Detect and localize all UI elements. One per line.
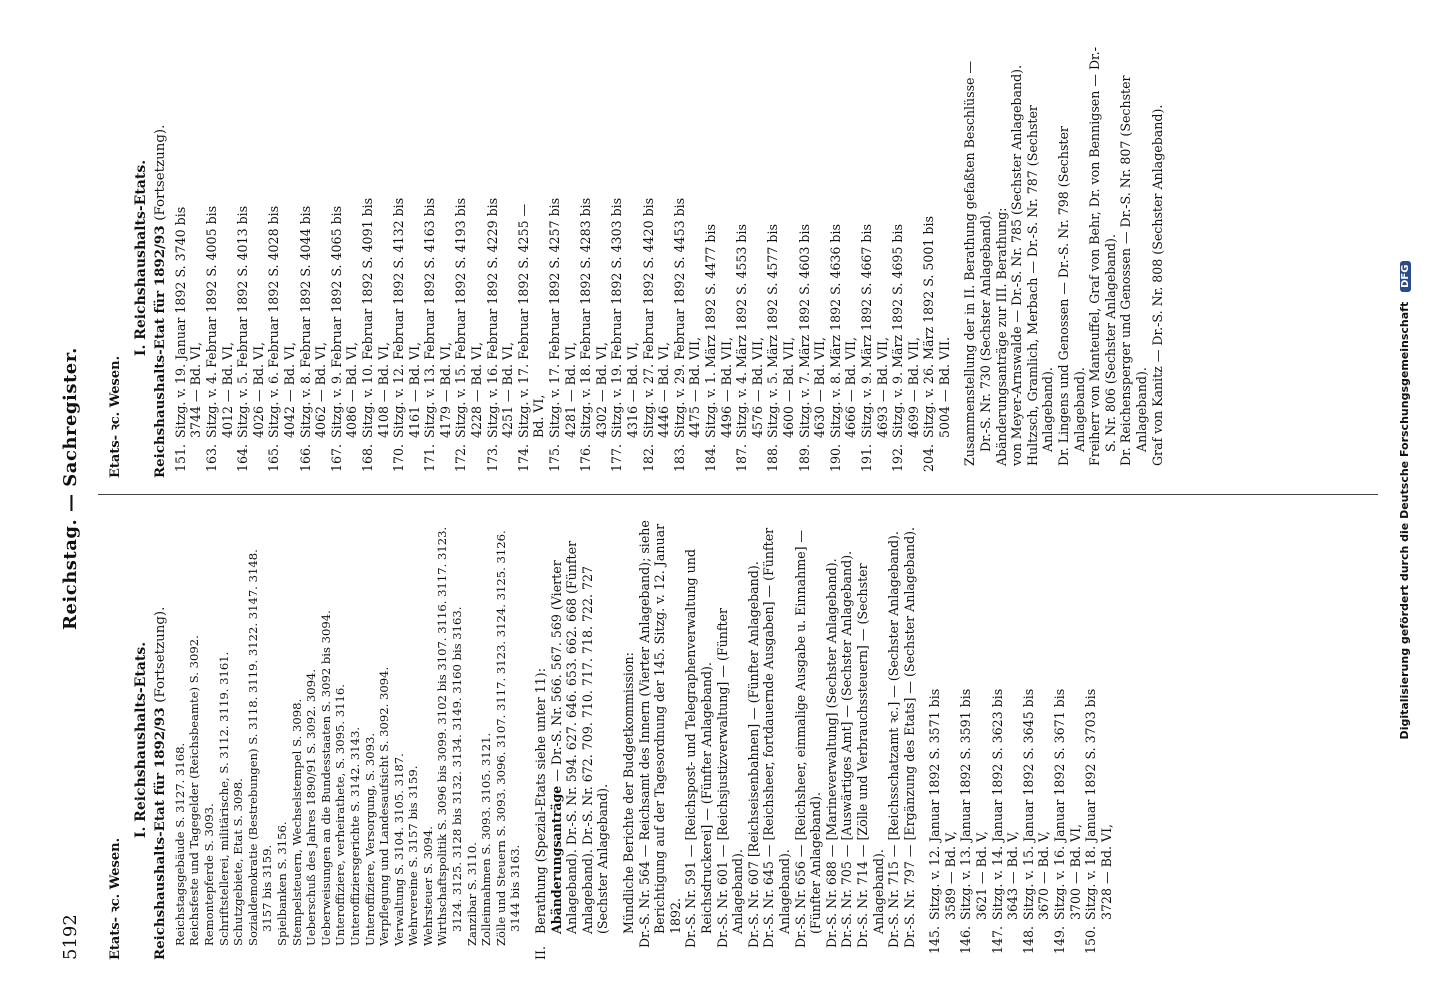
list-item: Verwaltung S. 3104. 3105. 3187.: [391, 753, 406, 946]
sitting-entry: [516, 38, 547, 478]
sitting-number: 184.: [702, 444, 718, 473]
report-item: Dr.-S. Nr. 645 — [Reichsheer, fortdauernde Ausgaben] — (Fünfter Anlageband).: [761, 527, 792, 948]
sitting-line2: 4108 — Bd. VI,: [375, 341, 391, 438]
sitting-number: 168.: [359, 444, 375, 473]
list-item: Zolleinnahmen S. 3093. 3105. 3121.: [479, 732, 494, 946]
sitting-number: 187.: [734, 444, 750, 473]
sitting-entry: [797, 38, 828, 478]
report-item: Dr.-S. Nr. 797 — [Ergänzung des Etats] — (Sechster Anlageband).: [901, 526, 917, 948]
sitting-number: 182.: [640, 444, 656, 473]
sitting-line1: Sitzg. v. 18. Januar 1892 S. 3703 bis: [1083, 688, 1099, 920]
sitting-entry: [765, 38, 796, 478]
sitting-entry: [235, 38, 266, 478]
sitting-line1: Sitzg. v. 10. Februar 1892 S. 4091 bis: [359, 197, 375, 438]
sitting-text: [990, 520, 1021, 920]
sitting-line2: 4446 — Bd. VI,: [656, 341, 672, 438]
left-column-header: Etats- ꝛc. Wesen.: [108, 837, 123, 960]
sitting-text: [734, 38, 765, 438]
report-item: Dr.-S. Nr. 656 — [Reichsheer, einmalige Ausgabe u. Einnahme] — (Fünfter Anlageband).: [792, 529, 824, 948]
report-item: Dr.-S. Nr. 601 — [Reichsjustizverwaltung] — (Fünfter Anlageband).: [714, 607, 746, 948]
sitting-line1: Sitzg. v. 27. Februar 1892 S. 4420 bis: [640, 197, 656, 438]
sitting-text: [360, 38, 391, 438]
sitting-text: [578, 38, 609, 438]
sitting-line1: Sitzg. v. 9. März 1892 S. 4667 bis: [858, 224, 874, 438]
list-item: Ueberschuß des Jahres 1890/91 S. 3092. 3094.: [304, 668, 319, 946]
sitting-entry: [958, 520, 989, 960]
sitting-line1: Sitzg. v. 16. Februar 1892 S. 4229 bis: [484, 197, 500, 438]
sitting-line2: 4576 — Bd. VII,: [749, 336, 765, 438]
amendments-label: Abänderungsanträge: [548, 785, 564, 934]
sitting-line1: Sitzg. v. 4. März 1892 S. 4553 bis: [734, 224, 750, 438]
report-item: Dr.-S. Nr. 715 — [Reichsschatzamt ꝛc.] — (Sechster Anlageband).: [886, 531, 902, 948]
sitting-text: [797, 38, 828, 438]
report-item: Dr.-S. Nr. 591 — [Reichspost- und Telegraphenverwaltung und Reichsdruckerei] — (Fünfter Anlageband).: [683, 549, 714, 948]
sitting-line2: 4161 — Bd. VI,: [406, 341, 422, 438]
list-item: Schutzgebiete, Etat S. 3098.: [231, 778, 246, 946]
sitting-entry: [173, 38, 204, 478]
list-item: Wehrsteuer S. 3094.: [420, 826, 435, 946]
list-item: Stempelsteuern, Wechselstempel S. 3098.: [289, 698, 304, 946]
sitting-entry: [1083, 520, 1114, 960]
part-II-number: II.: [533, 946, 549, 960]
report-item: Dr.-S. Nr. 714 — [Zölle und Verbrauchssteuern] — (Sechster Anlageband).: [854, 563, 886, 948]
sitting-text: [859, 38, 890, 438]
sitting-line1: Sitzg. v. 14. Januar 1892 S. 3623 bis: [989, 688, 1005, 920]
sitting-text: [890, 38, 921, 438]
sitting-line2: 4699 — Bd. VII,: [905, 336, 921, 438]
sitting-entry: [485, 38, 516, 478]
amendment-item: Hultzsch, Gramlich, Merbach — Dr.-S. Nr. 787 (Sechster Anlageband).: [1024, 105, 1056, 466]
sitting-line2: 4042 — Bd. VI,: [281, 341, 297, 438]
sitting-line2: 3670 — Bd. V,: [1036, 831, 1052, 920]
sitting-line2: Bd. VI,: [531, 394, 547, 438]
sitting-number: 176.: [578, 444, 594, 473]
sitting-line2: 4475 — Bd. VII,: [687, 336, 703, 438]
sitting-text: [235, 38, 266, 438]
list-item: Unteroffiziersgerichte S. 3142. 3143.: [347, 726, 362, 946]
left-section-title: I. Reichshaushalts-Etats.: [132, 641, 149, 839]
sitting-entry: [921, 38, 952, 478]
sitting-number: 145.: [927, 926, 943, 955]
sitting-number: 163.: [203, 444, 219, 473]
sitting-number: 146.: [958, 926, 974, 955]
left-column: [108, 520, 1114, 960]
right-subsection-title-text: Reichshaushalts-Etat für 1892/93: [152, 225, 169, 478]
sitting-number: 151.: [172, 444, 188, 473]
amendments-III-list: [1009, 38, 1165, 478]
sitting-entry: [890, 38, 921, 478]
sitting-line1: Sitzg. v. 12. Januar 1892 S. 3571 bis: [927, 688, 943, 920]
report-item: Dr.-S. Nr. 564 — Reichsamt des Innern (Vierter Anlageband); siehe Berichtigung auf der Tagesordnung der 145. Sitzg. v. 12. Januar 1892.: [636, 520, 683, 948]
sitting-text: [298, 38, 329, 438]
running-head: [50, 35, 90, 960]
sitting-text: [921, 38, 952, 438]
sitting-line1: Sitzg. v. 1. März 1892 S. 4477 bis: [702, 224, 718, 438]
list-item: Unteroffiziere, verheirathete, S. 3095. 3116.: [333, 684, 348, 946]
part-II-text: Berathung (Spezial-Etats siehe unter 11):: [533, 668, 549, 934]
sitting-entry: [1021, 520, 1052, 960]
sitting-line2: 3589 — Bd. V,: [942, 831, 958, 920]
amendment-item: von Meyer-Arnswalde — Dr.-S. Nr. 785 (Sechster Anlageband).: [1009, 64, 1025, 466]
sitting-number: 171.: [422, 444, 438, 473]
sitting-number: 174.: [515, 444, 531, 473]
sitting-entry: [990, 520, 1021, 960]
report-item: Dr.-S. Nr. 705 — [Auswärtiges Amt] — (Sechster Anlageband).: [839, 550, 855, 948]
sitting-line1: Sitzg. v. 4. Februar 1892 S. 4005 bis: [203, 205, 219, 438]
amendments-III-heading: Abänderungsanträge zur III. Berathung:: [993, 207, 1009, 466]
sitting-line2: 3643 — Bd. V,: [1005, 831, 1021, 920]
sitting-text: [453, 38, 484, 438]
sitting-number: 177.: [609, 444, 625, 473]
part-II-heading: [533, 520, 549, 960]
sitting-text: [828, 38, 859, 438]
sitting-number: 164.: [235, 444, 251, 473]
sitting-number: 172.: [453, 444, 469, 473]
sitting-line1: Sitzg. v. 8. Februar 1892 S. 4044 bis: [297, 205, 313, 438]
list-item: Schriftstellerei, militärische, S. 3112. 3119. 3161.: [216, 651, 231, 946]
sitting-line1: Sitzg. v. 5. März 1892 S. 4577 bis: [765, 224, 781, 438]
sitting-text: [609, 38, 640, 438]
sitting-line1: Sitzg. v. 13. Januar 1892 S. 3591 bis: [958, 688, 974, 920]
sitting-line2: 4179 — Bd. VI,: [437, 341, 453, 438]
digitization-note: [1398, 0, 1411, 1000]
sitting-number: 192.: [890, 444, 906, 473]
sitting-entry: [859, 38, 890, 478]
sitting-line1: Sitzg. v. 13. Februar 1892 S. 4163 bis: [422, 197, 438, 438]
left-subsection-title: [153, 520, 169, 960]
sitting-line2: 3728 — Bd. VI,: [1098, 823, 1114, 920]
sitting-entry: [1052, 520, 1083, 960]
sitting-number: 188.: [765, 444, 781, 473]
sitting-text: [173, 38, 204, 438]
sitting-line2: 4281 — Bd. VI,: [562, 341, 578, 438]
sitting-text: [266, 38, 297, 438]
sitting-text: [422, 38, 453, 438]
list-item: Wehrvereine S. 3157 bis 3159.: [406, 765, 421, 946]
page-content: [50, 35, 1370, 960]
sitting-line2: 4251 — Bd. VI,: [500, 341, 516, 438]
sitting-entry: [360, 38, 391, 478]
sitting-line1: Sitzg. v. 29. Februar 1892 S. 4453 bis: [671, 197, 687, 438]
amendment-item: Freiherr von Manteuffel, Graf von Behr, Dr. von Bennigsen — Dr.-S. Nr. 806 (Sechster Anlageband).: [1087, 47, 1118, 466]
sitting-text: [391, 38, 422, 438]
sitting-text: [204, 38, 235, 438]
sitting-text: [1083, 520, 1114, 920]
list-item: Zanzibar S. 3110.: [464, 842, 479, 946]
sitting-line1: Sitzg. v. 17. Februar 1892 S. 4255 —: [515, 203, 531, 438]
sitting-text: [641, 38, 672, 438]
list-item: Spielbanken S. 3156.: [274, 821, 289, 946]
sitting-number: 147.: [989, 926, 1005, 955]
left-subsection-cont: (Fortsetzung).: [153, 606, 169, 703]
sitting-text: [516, 38, 547, 438]
right-sittings-list: [173, 38, 953, 478]
sitting-number: 183.: [671, 444, 687, 473]
dfg-logo: DFG: [1400, 261, 1411, 292]
sitting-number: 148.: [1020, 926, 1036, 955]
sitting-text: [927, 520, 958, 920]
sitting-line1: Sitzg. v. 19. Januar 1892 S. 3740 bis: [172, 206, 188, 438]
sitting-number: 150.: [1083, 926, 1099, 955]
sitting-line1: Sitzg. v. 15. Februar 1892 S. 4193 bis: [453, 197, 469, 438]
sitting-line1: Sitzg. v. 5. Februar 1892 S. 4013 bis: [235, 205, 251, 438]
sitting-line1: Sitzg. v. 12. Februar 1892 S. 4132 bis: [391, 197, 407, 438]
report-item: Dr.-S. Nr. 607 [Reichseisenbahnen] — (Fünfter Anlageband).: [745, 561, 761, 948]
sitting-line2: 3621 — Bd. V,: [974, 831, 990, 920]
left-subsection-title-text: Reichshaushalts-Etat für 1892/93: [152, 707, 169, 960]
page-number: 5192: [60, 914, 81, 960]
amendments: [549, 520, 611, 960]
right-column: [108, 38, 1165, 478]
column-divider: [98, 494, 1378, 495]
sitting-number: 167.: [328, 444, 344, 473]
sitting-entry: [204, 38, 235, 478]
sitting-line1: Sitzg. v. 16. Januar 1892 S. 3671 bis: [1052, 688, 1068, 920]
sitting-line2: 4026 — Bd. VI,: [250, 341, 266, 438]
right-section-title: I. Reichshaushalts-Etats.: [132, 159, 149, 357]
sitting-entry: [578, 38, 609, 478]
list-item: Zölle und Steuern S. 3093. 3096. 3107. 3117. 3123. 3124. 3125. 3126. 3144 bis 3163.: [493, 530, 523, 946]
sitting-line1: Sitzg. v. 6. Februar 1892 S. 4028 bis: [266, 205, 282, 438]
left-sittings-list: [927, 520, 1114, 960]
sitting-entry: [547, 38, 578, 478]
report-item: Dr.-S. Nr. 688 — [Marineverwaltung] (Sechster Anlageband).: [823, 558, 839, 948]
sitting-line1: Sitzg. v. 9. Februar 1892 S. 4065 bis: [328, 205, 344, 438]
sitting-line2: 4062 — Bd. VI,: [313, 341, 329, 438]
right-subsection-cont: (Fortsetzung).: [153, 124, 169, 221]
amendment-item: Graf von Kanitz — Dr.-S. Nr. 808 (Sechster Anlageband).: [1149, 104, 1165, 466]
sitting-entry: [391, 38, 422, 478]
list-item: Ueberweisungen an die Bundesstaaten S. 3092 bis 3094.: [318, 610, 333, 946]
sitting-entry: [609, 38, 640, 478]
list-item: Remontepferde S. 3093.: [201, 803, 216, 946]
sitting-line2: 4693 — Bd. VII,: [874, 336, 890, 438]
sitting-line1: Sitzg. v. 18. Februar 1892 S. 4283 bis: [578, 197, 594, 438]
sitting-line2: 4630 — Bd. VII,: [812, 336, 828, 438]
sitting-line2: 4316 — Bd. VI,: [625, 341, 640, 438]
sitting-number: 166.: [297, 444, 313, 473]
sitting-line2: 3700 — Bd. VI,: [1067, 823, 1083, 920]
reports-list: [637, 520, 918, 960]
amendment-item: Dr. Reichensperger und Genossen — Dr.-S. Nr. 807 (Sechster Anlageband).: [1118, 75, 1149, 466]
sitting-number: 173.: [484, 444, 500, 473]
amendments-text: — Dr.-S. Nr. 566. 567. 569 (Vierter Anlageband). Dr.-S. Nr. 594. 627. 646. 653. 662. 668 (Fünfter Anlageband). Dr.-S. Nr. 672. 709. 710. 717. 718. 722. 727 (Sechster Anlageband).: [548, 540, 611, 934]
list-item: Sozialdemokratie (Bestrebungen) S. 3118. 3119. 3122. 3147. 3148. 3157 bis 3159.: [245, 549, 275, 946]
list-item: Reichstagsgebäude S. 3127. 3168.: [172, 742, 187, 946]
compilation-note: Zusammenstellung der in II. Berathung gefaßten Beschlüsse — Dr.-S. Nr. 730 (Sechster Anlageband).: [962, 60, 994, 466]
sitting-text: [329, 38, 360, 438]
list-item: Wirthschaftspolitik S. 3096 bis 3099. 3102 bis 3107. 3116. 3117. 3123. 3124. 3125. 3128 bis 3132. 3134. 3149. 3160 bis 3163.: [435, 526, 465, 946]
list-item: Verpflegung und Landesaufsicht S. 3092. 3094.: [377, 666, 392, 946]
sitting-number: 190.: [827, 444, 843, 473]
sitting-text: [547, 38, 578, 438]
sitting-entry: [422, 38, 453, 478]
sitting-line1: Sitzg. v. 19. Februar 1892 S. 4303 bis: [609, 197, 625, 438]
sitting-text: [703, 38, 734, 438]
reports-heading: Mündliche Berichte der Budgetkommission:: [621, 652, 636, 934]
sitting-entry: [734, 38, 765, 478]
sitting-entry: [927, 520, 958, 960]
sitting-number: 165.: [266, 444, 282, 473]
amendment-item: Dr. Lingens und Genossen — Dr.-S. Nr. 798 (Sechster Anlageband).: [1056, 126, 1087, 466]
topic-list: [173, 520, 523, 960]
sitting-text: [485, 38, 516, 438]
sitting-entry: [641, 38, 672, 478]
sitting-text: [1052, 520, 1083, 920]
sitting-number: 191.: [858, 444, 874, 473]
sitting-line1: Sitzg. v. 15. Januar 1892 S. 3645 bis: [1020, 688, 1036, 920]
sitting-text: [1021, 520, 1052, 920]
sitting-line2: 4600 — Bd. VII,: [780, 336, 796, 438]
sitting-entry: [266, 38, 297, 478]
running-head-title: Reichstag. — Sachregister.: [60, 347, 81, 630]
digitization-note-text: Digitalisierung gefördert durch die Deutsche Forschungsgemeinschaft: [1398, 301, 1411, 740]
sitting-line2: 4666 — Bd. VII,: [843, 336, 859, 438]
list-item: Reichsfeste und Tagegelder (Reichsbeamte) S. 3092.: [187, 635, 202, 946]
sitting-line1: Sitzg. v. 7. März 1892 S. 4603 bis: [796, 224, 812, 438]
sitting-number: 204.: [921, 444, 937, 473]
sitting-line2: 4228 — Bd. VI,: [469, 341, 485, 438]
sitting-line2: 3744 — Bd. VI,: [188, 341, 204, 438]
sitting-text: [765, 38, 796, 438]
sitting-entry: [703, 38, 734, 478]
sitting-line1: Sitzg. v. 8. März 1892 S. 4636 bis: [827, 224, 843, 438]
sitting-line1: Sitzg. v. 9. März 1892 S. 4695 bis: [890, 224, 906, 438]
sitting-line2: 4496 — Bd. VII,: [718, 336, 734, 438]
sitting-entry: [828, 38, 859, 478]
sitting-line2: 4086 — Bd. VI,: [344, 341, 360, 438]
sitting-entry: [453, 38, 484, 478]
sitting-number: 149.: [1052, 926, 1068, 955]
sitting-line1: Sitzg. v. 26. März 1892 S. 5001 bis: [921, 216, 937, 438]
sitting-line2: 4302 — Bd. VI,: [593, 341, 609, 438]
sitting-entry: [672, 38, 703, 478]
sitting-number: 189.: [796, 444, 812, 473]
sitting-text: [958, 520, 989, 920]
sitting-number: 170.: [391, 444, 407, 473]
right-subsection-title: [153, 38, 169, 478]
right-column-header: Etats- ꝛc. Wesen.: [108, 355, 123, 478]
sitting-line1: Sitzg. v. 17. Februar 1892 S. 4257 bis: [547, 197, 563, 438]
sitting-line2: 5004 — Bd. VII.: [936, 336, 952, 438]
sitting-number: 175.: [547, 444, 563, 473]
sitting-line2: 4012 — Bd. VI,: [219, 341, 235, 438]
sitting-text: [672, 38, 703, 438]
sitting-entry: [329, 38, 360, 478]
sitting-entry: [298, 38, 329, 478]
list-item: Unteroffiziere, Versorgung, S. 3093.: [362, 732, 377, 946]
